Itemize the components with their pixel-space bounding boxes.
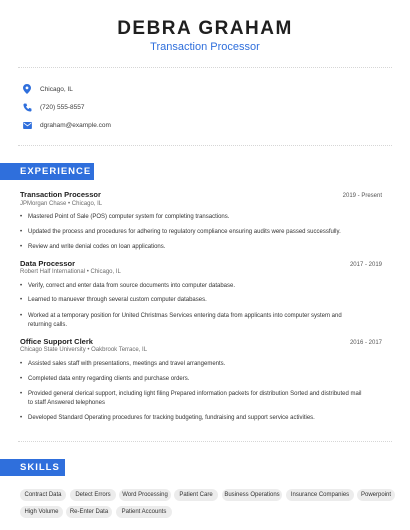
job-header [20,337,382,346]
job-company: JPMorgan Chase • Chicago, IL [20,201,103,207]
job-header [20,190,382,199]
skill-chip: Word Processing [119,489,171,501]
contact-email [22,119,111,131]
list-item: • Updated the process and procedures for adhering to regulatory compliance ensuring audits were passed successfully. [20,229,341,235]
list-item: • Developed Standard Operating procedures for tracking budgeting, fundraising and support service activities. [20,415,315,421]
divider [18,145,392,146]
skill-chip: Contract Data [20,489,66,501]
skill-chip: Business Operations [222,489,282,501]
list-item: • Mastered Point of Sale (POS) computer system for completing transactions. [20,214,230,220]
job-dates: 2017 - 2019 [349,262,382,268]
email-text[interactable]: dgraham@example.com [40,121,111,129]
skill-chip: Re-Enter Data [66,506,112,518]
phone-icon [22,102,32,112]
job-company: Chicago State University • Oakbrook Terrace, IL [20,347,148,353]
list-item: • Review and write denial codes on loan applications. [20,244,166,250]
list-item: • Worked at a temporary position for United Christmas Services entering data from applicants into computer system and returning calls. [20,313,342,328]
job-dates: 2019 - Present [342,193,382,199]
list-item: • Provided general clerical support, including light filing Prepared information packets for distribution Sorted and distributed mail to staff Answered telephones [20,391,362,406]
skill-chip: High Volume [20,506,63,518]
candidate-title: Transaction Processor [150,41,260,53]
list-item: • Assisted sales staff with presentations, meetings and travel arrangements. [20,361,226,367]
phone-text: (720) 555-8557 [40,103,85,111]
section-experience: EXPERIENCE [0,163,94,180]
skill-chip: Patient Accounts [116,506,172,518]
divider [18,441,392,442]
candidate-name: DEBRA GRAHAM [117,18,293,39]
envelope-icon [22,120,32,130]
job-role: Office Support Clerk [20,337,93,346]
skill-chip: Powerpoint [357,489,395,501]
list-item: • Learned to manuever through several custom computer databases. [20,297,207,303]
location-text: Chicago, IL [40,85,73,93]
job-header [20,259,382,268]
job-role: Transaction Processor [20,190,101,199]
contact-location [22,83,73,95]
map-pin-icon [22,84,32,94]
skill-chip: Insurance Companies [286,489,354,501]
skill-chip: Patient Care [174,489,218,501]
job-company: Robert Half International • Chicago, IL [20,269,121,275]
list-item: • Verify, correct and enter data from source documents into computer database. [20,283,235,289]
list-item: • Completed data entry regarding clients and purchase orders. [20,376,190,382]
contact-phone [22,101,84,113]
job-role: Data Processor [20,259,76,268]
section-skills: SKILLS [0,459,65,476]
job-dates: 2016 - 2017 [349,340,382,346]
divider [18,67,392,68]
skill-chip: Detect Errors [70,489,116,501]
